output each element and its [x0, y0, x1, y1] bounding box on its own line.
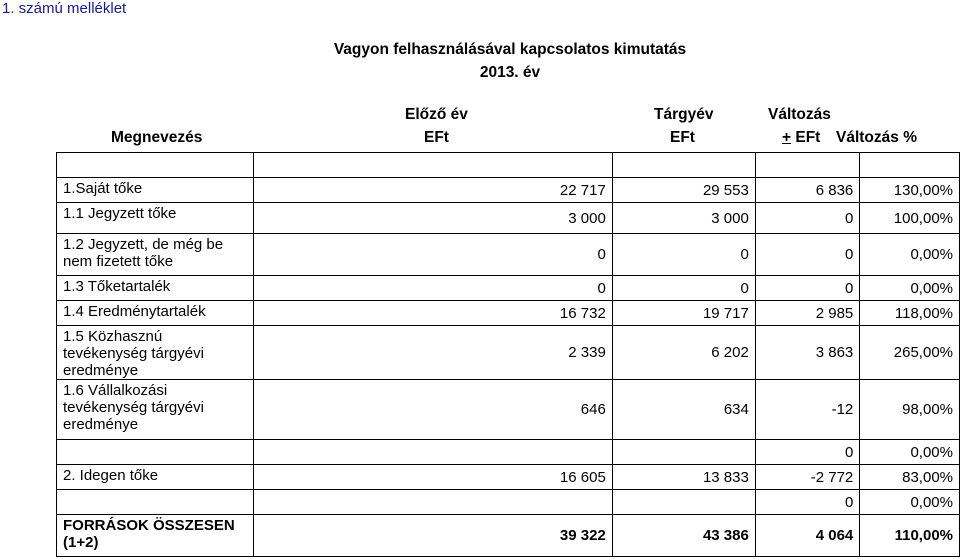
cell-pct: 118,00% [860, 301, 960, 326]
cell-curr [612, 153, 755, 178]
cell-name: 1.4 Eredménytartalék [57, 301, 254, 326]
cell-pct: 265,00% [860, 326, 960, 380]
cell-name: 2. Idegen tőke [57, 465, 254, 490]
table-row [57, 203, 960, 234]
cell-pct: 0,00% [860, 440, 960, 465]
header-current-year: Tárgyév [654, 106, 714, 123]
cell-pct: 0,00% [860, 276, 960, 301]
header-name: Megnevezés [111, 129, 203, 146]
cell-pct: 110,00% [860, 515, 960, 557]
cell-diff: 0 [755, 490, 859, 515]
cell-diff: 0 [755, 203, 859, 234]
cell-pct: 98,00% [860, 380, 960, 440]
cell-prev: 16 732 [254, 301, 613, 326]
header-eft-change-unit: EFt [791, 129, 821, 146]
cell-curr: 13 833 [612, 465, 755, 490]
table-row [57, 301, 960, 326]
cell-name [57, 490, 254, 515]
cell-curr: 29 553 [612, 178, 755, 203]
cell-pct [860, 153, 960, 178]
cell-diff: -2 772 [755, 465, 859, 490]
header-prev-year: Előző év [405, 106, 468, 123]
report-title: Vagyon felhasználásával kapcsolatos kimutatás [333, 41, 687, 58]
table-row [57, 515, 960, 557]
report-year: 2013. év [479, 64, 541, 81]
table-row [57, 465, 960, 490]
cell-curr: 6 202 [612, 326, 755, 380]
cell-diff: 4 064 [755, 515, 859, 557]
cell-curr: 43 386 [612, 515, 755, 557]
cell-prev [254, 440, 613, 465]
cell-name: 1.5 Közhasznú tevékenység tárgyévi eredménye [57, 326, 254, 380]
header-eft-curr: EFt [670, 129, 695, 146]
cell-pct: 83,00% [860, 465, 960, 490]
header-eft-prev: EFt [424, 129, 449, 146]
cell-diff: 3 863 [755, 326, 859, 380]
table-row [57, 153, 960, 178]
cell-name [57, 153, 254, 178]
annex-label: 1. számú melléklet [2, 0, 127, 17]
header-eft-change [782, 129, 820, 147]
cell-pct: 100,00% [860, 203, 960, 234]
cell-name: FORRÁSOK ÖSSZESEN (1+2) [57, 515, 254, 557]
cell-name: 1.2 Jegyzett, de még be nem fizetett tőke [57, 234, 254, 276]
cell-diff: 0 [755, 234, 859, 276]
table-row [57, 490, 960, 515]
cell-diff: -12 [755, 380, 859, 440]
cell-prev: 22 717 [254, 178, 613, 203]
cell-diff: 2 985 [755, 301, 859, 326]
cell-prev [254, 490, 613, 515]
table-row [57, 234, 960, 276]
cell-name [57, 440, 254, 465]
cell-prev: 16 605 [254, 465, 613, 490]
table-row [57, 326, 960, 380]
cell-curr: 634 [612, 380, 755, 440]
cell-curr: 3 000 [612, 203, 755, 234]
cell-name: 1.6 Vállalkozási tevékenység tárgyévi eredménye [57, 380, 254, 440]
header-change-pct: Változás % [836, 129, 917, 146]
cell-name: 1.3 Tőketartalék [57, 276, 254, 301]
cell-curr [612, 490, 755, 515]
cell-pct: 0,00% [860, 234, 960, 276]
cell-pct: 130,00% [860, 178, 960, 203]
cell-curr: 19 717 [612, 301, 755, 326]
cell-name: 1.1 Jegyzett tőke [57, 203, 254, 234]
cell-name: 1.Saját tőke [57, 178, 254, 203]
cell-prev: 0 [254, 234, 613, 276]
asset-table [56, 152, 960, 557]
table-row [57, 380, 960, 440]
cell-prev: 2 339 [254, 326, 613, 380]
cell-prev: 3 000 [254, 203, 613, 234]
cell-prev: 0 [254, 276, 613, 301]
cell-diff [755, 153, 859, 178]
cell-diff: 6 836 [755, 178, 859, 203]
cell-diff: 0 [755, 276, 859, 301]
header-change: Változás [768, 106, 831, 123]
cell-curr [612, 440, 755, 465]
plus-minus-sign: + [782, 129, 792, 146]
cell-curr: 0 [612, 276, 755, 301]
cell-pct: 0,00% [860, 490, 960, 515]
table-row [57, 440, 960, 465]
cell-prev [254, 153, 613, 178]
cell-prev: 39 322 [254, 515, 613, 557]
cell-curr: 0 [612, 234, 755, 276]
table-row [57, 276, 960, 301]
cell-prev: 646 [254, 380, 613, 440]
table-row [57, 178, 960, 203]
cell-diff: 0 [755, 440, 859, 465]
